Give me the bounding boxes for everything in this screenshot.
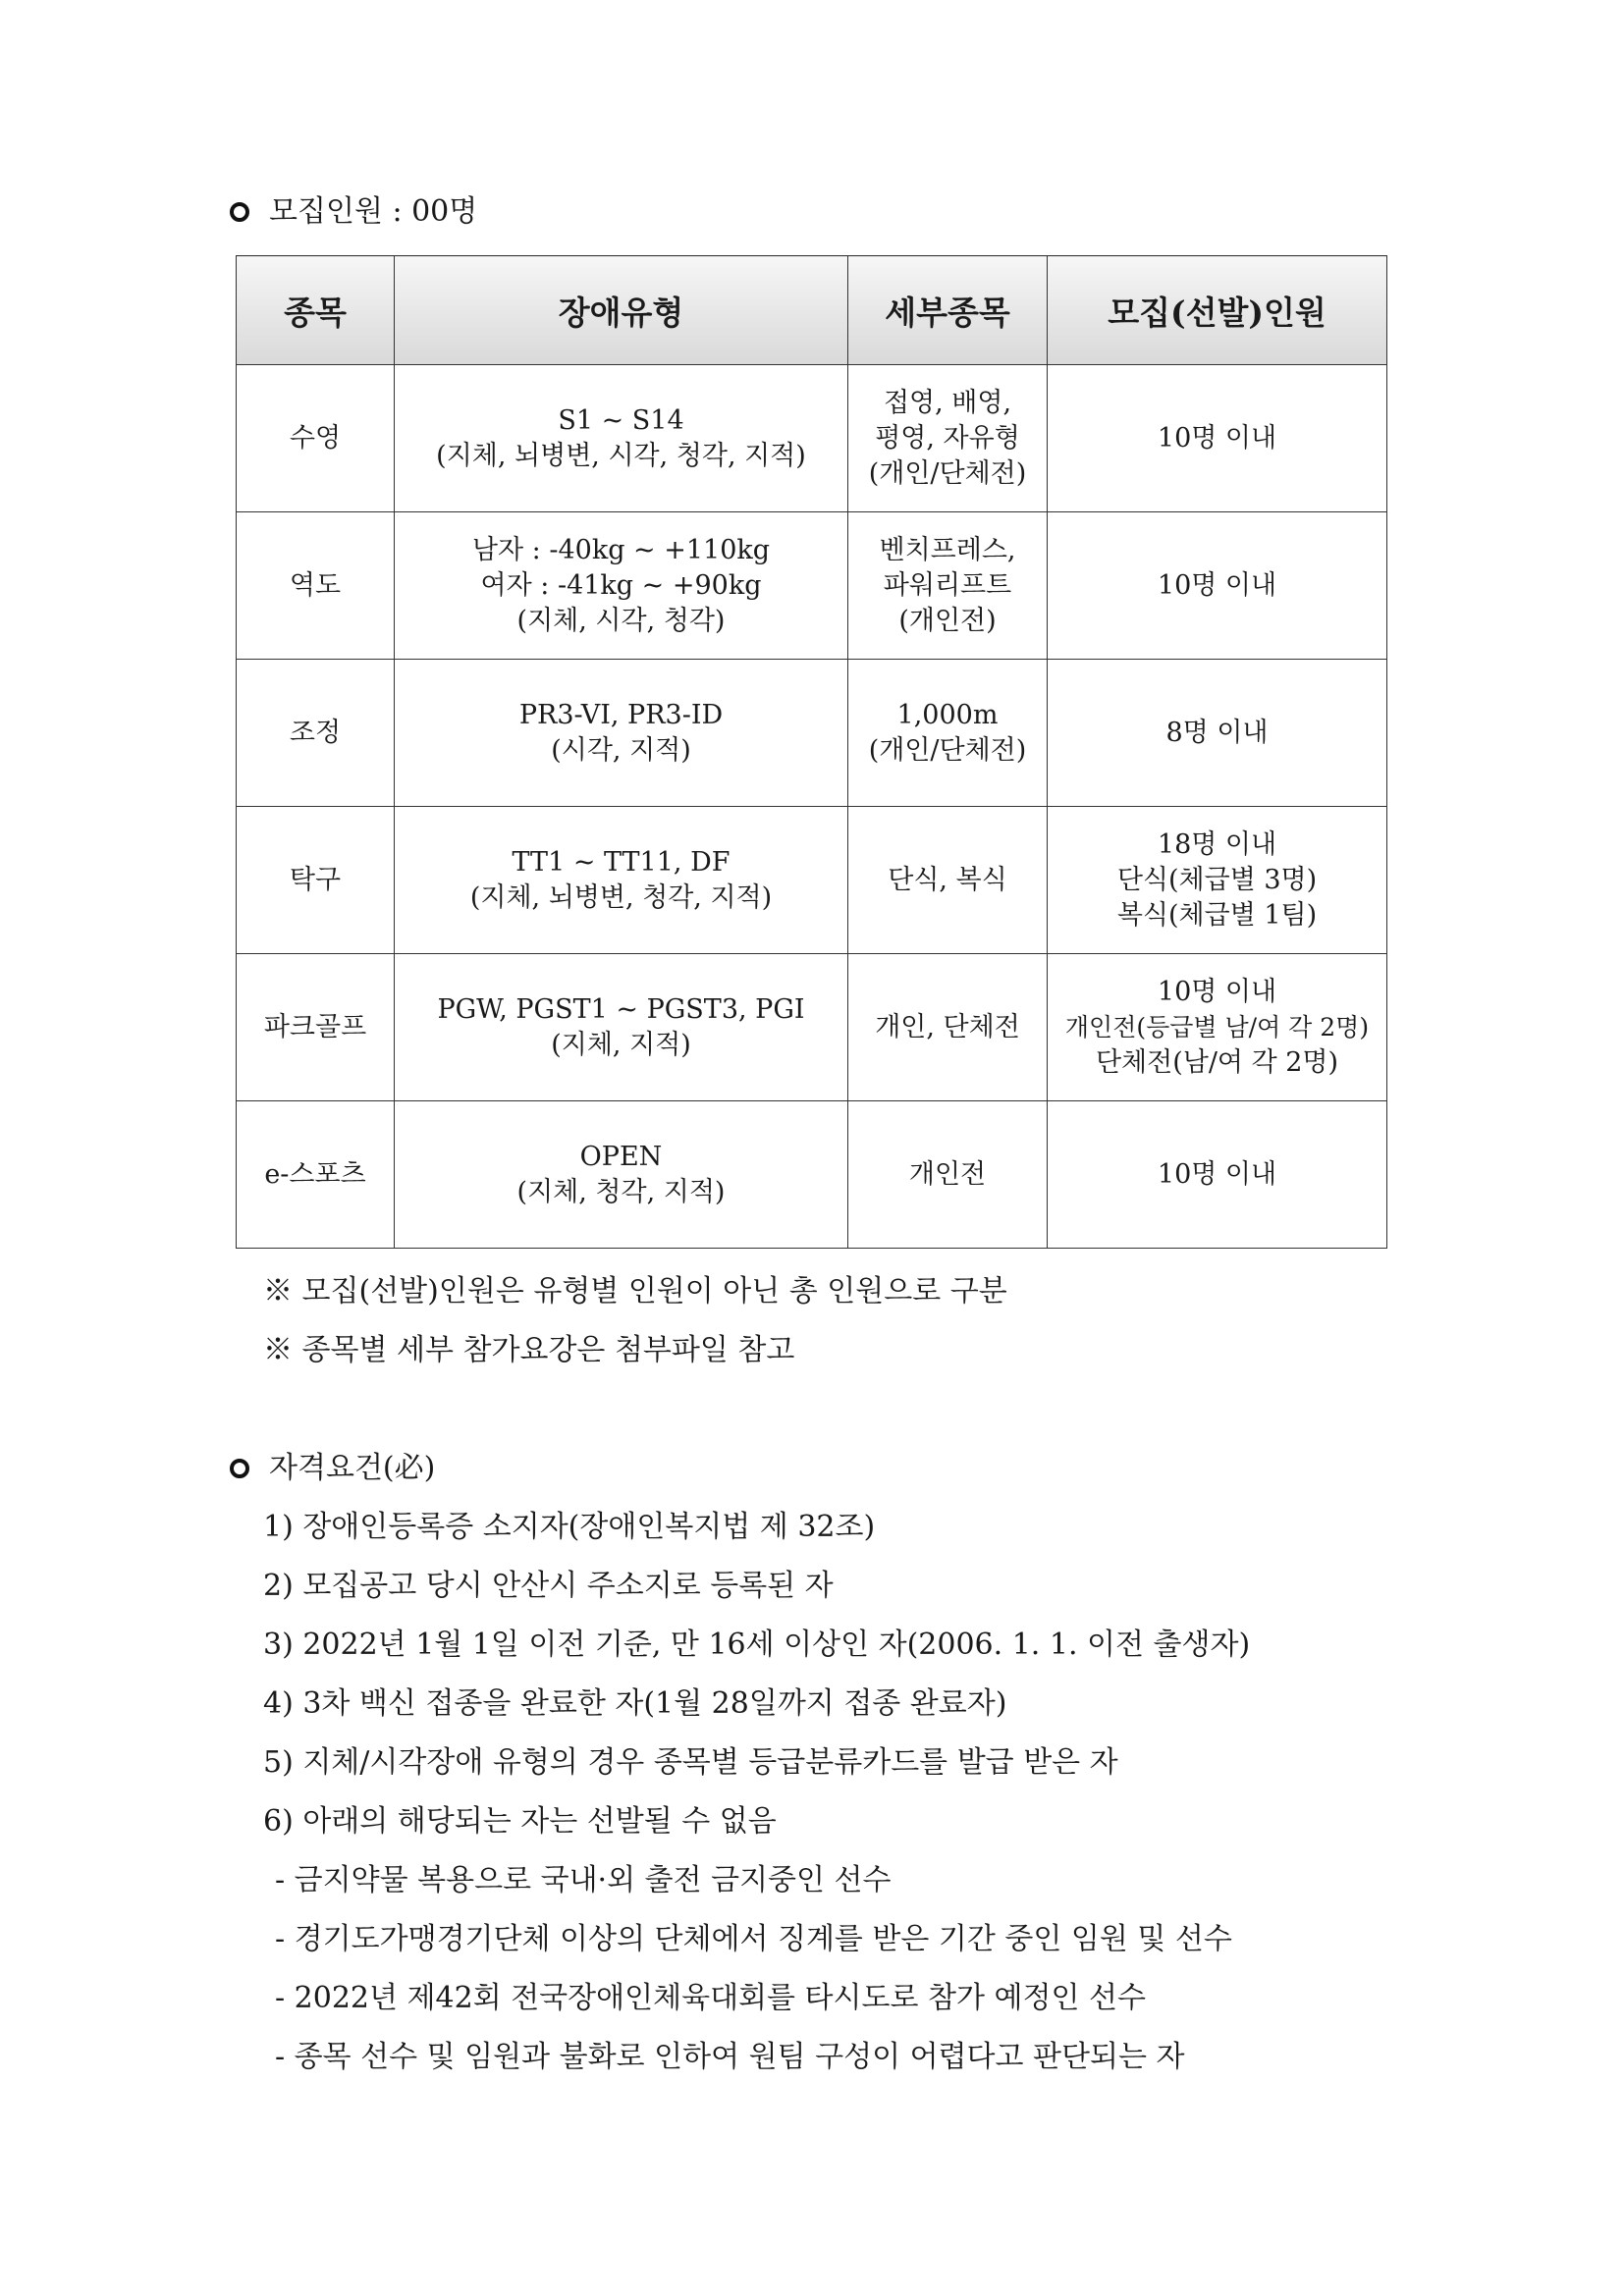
sport-cell: 탁구 — [237, 807, 395, 954]
table-row — [237, 1101, 1387, 1249]
table-header-row — [237, 256, 1387, 365]
quota-cell: 10명 이내 — [1048, 365, 1387, 512]
recruitment-note: ※ 종목별 세부 참가요강은 첨부파일 참고 — [263, 1333, 795, 1367]
disability-cell: PR3-VI, PR3-ID (시각, 지적) — [395, 660, 848, 807]
recruitment-table — [236, 255, 1387, 1249]
events-cell: 접영, 배영, 평영, 자유형 (개인/단체전) — [848, 365, 1048, 512]
disability-cell: S1 ~ S14 (지체, 뇌병변, 시각, 청각, 지적) — [395, 365, 848, 512]
qualification-item: 4) 3차 백신 접종을 완료한 자(1월 28일까지 접종 완료자) — [263, 1686, 1007, 1721]
qualification-item: 6) 아래의 해당되는 자는 선발될 수 없음 — [263, 1804, 777, 1839]
quota-cell: 10명 이내 개인전(등급별 남/여 각 2명) 단체전(남/여 각 2명) — [1048, 954, 1387, 1101]
sport-cell: e-스포츠 — [237, 1101, 395, 1249]
disability-cell: TT1 ~ TT11, DF (지체, 뇌병변, 청각, 지적) — [395, 807, 848, 954]
exclusion-item: - 금지약물 복용으로 국내·외 출전 금지중인 선수 — [275, 1863, 892, 1897]
qualifications-heading — [230, 1449, 435, 1488]
header-events: 세부종목 — [848, 256, 1048, 365]
table-row — [237, 512, 1387, 660]
sport-cell: 수영 — [237, 365, 395, 512]
events-cell: 1,000m (개인/단체전) — [848, 660, 1048, 807]
circle-bullet-icon — [230, 1459, 249, 1478]
exclusion-item: - 경기도가맹경기단체 이상의 단체에서 징계를 받은 기간 중인 임원 및 선수 — [275, 1922, 1232, 1956]
quota-cell: 10명 이내 — [1048, 1101, 1387, 1249]
disability-cell: OPEN (지체, 청각, 지적) — [395, 1101, 848, 1249]
disability-cell: PGW, PGST1 ~ PGST3, PGI (지체, 지적) — [395, 954, 848, 1101]
sport-cell: 역도 — [237, 512, 395, 660]
table-row — [237, 954, 1387, 1101]
exclusion-item: - 2022년 제42회 전국장애인체육대회를 타시도로 참가 예정인 선수 — [275, 1981, 1146, 2015]
header-disability-type: 장애유형 — [395, 256, 848, 365]
sport-cell: 조정 — [237, 660, 395, 807]
recruitment-heading — [230, 192, 477, 232]
quota-cell: 10명 이내 — [1048, 512, 1387, 660]
events-cell: 개인전 — [848, 1101, 1048, 1249]
header-quota: 모집(선발)인원 — [1048, 256, 1387, 365]
qualifications-heading-text: 자격요건(必) — [269, 1451, 436, 1485]
qualification-item: 5) 지체/시각장애 유형의 경우 종목별 등급분류카드를 발급 받은 자 — [263, 1745, 1118, 1780]
quota-cell: 8명 이내 — [1048, 660, 1387, 807]
header-sport: 종목 — [237, 256, 395, 365]
qualification-item: 2) 모집공고 당시 안산시 주소지로 등록된 자 — [263, 1569, 834, 1603]
events-cell: 개인, 단체전 — [848, 954, 1048, 1101]
disability-cell: 남자 : -40kg ~ +110kg 여자 : -41kg ~ +90kg (지체, 시각, 청각) — [395, 512, 848, 660]
events-cell: 벤치프레스, 파워리프트 (개인전) — [848, 512, 1048, 660]
sport-cell: 파크골프 — [237, 954, 395, 1101]
exclusion-item: - 종목 선수 및 임원과 불화로 인하여 원팀 구성이 어렵다고 판단되는 자 — [275, 2040, 1185, 2074]
table-row — [237, 660, 1387, 807]
recruitment-note: ※ 모집(선발)인원은 유형별 인원이 아닌 총 인원으로 구분 — [263, 1274, 1007, 1308]
events-cell: 단식, 복식 — [848, 807, 1048, 954]
table-row — [237, 365, 1387, 512]
quota-cell: 18명 이내 단식(체급별 3명) 복식(체급별 1팀) — [1048, 807, 1387, 954]
qualification-item: 3) 2022년 1월 1일 이전 기준, 만 16세 이상인 자(2006. 1. 1. 이전 출생자) — [263, 1628, 1251, 1662]
recruitment-heading-text: 모집인원 : 00명 — [269, 194, 478, 229]
qualification-item: 1) 장애인등록증 소지자(장애인복지법 제 32조) — [263, 1510, 876, 1544]
table-row — [237, 807, 1387, 954]
circle-bullet-icon — [230, 202, 249, 222]
